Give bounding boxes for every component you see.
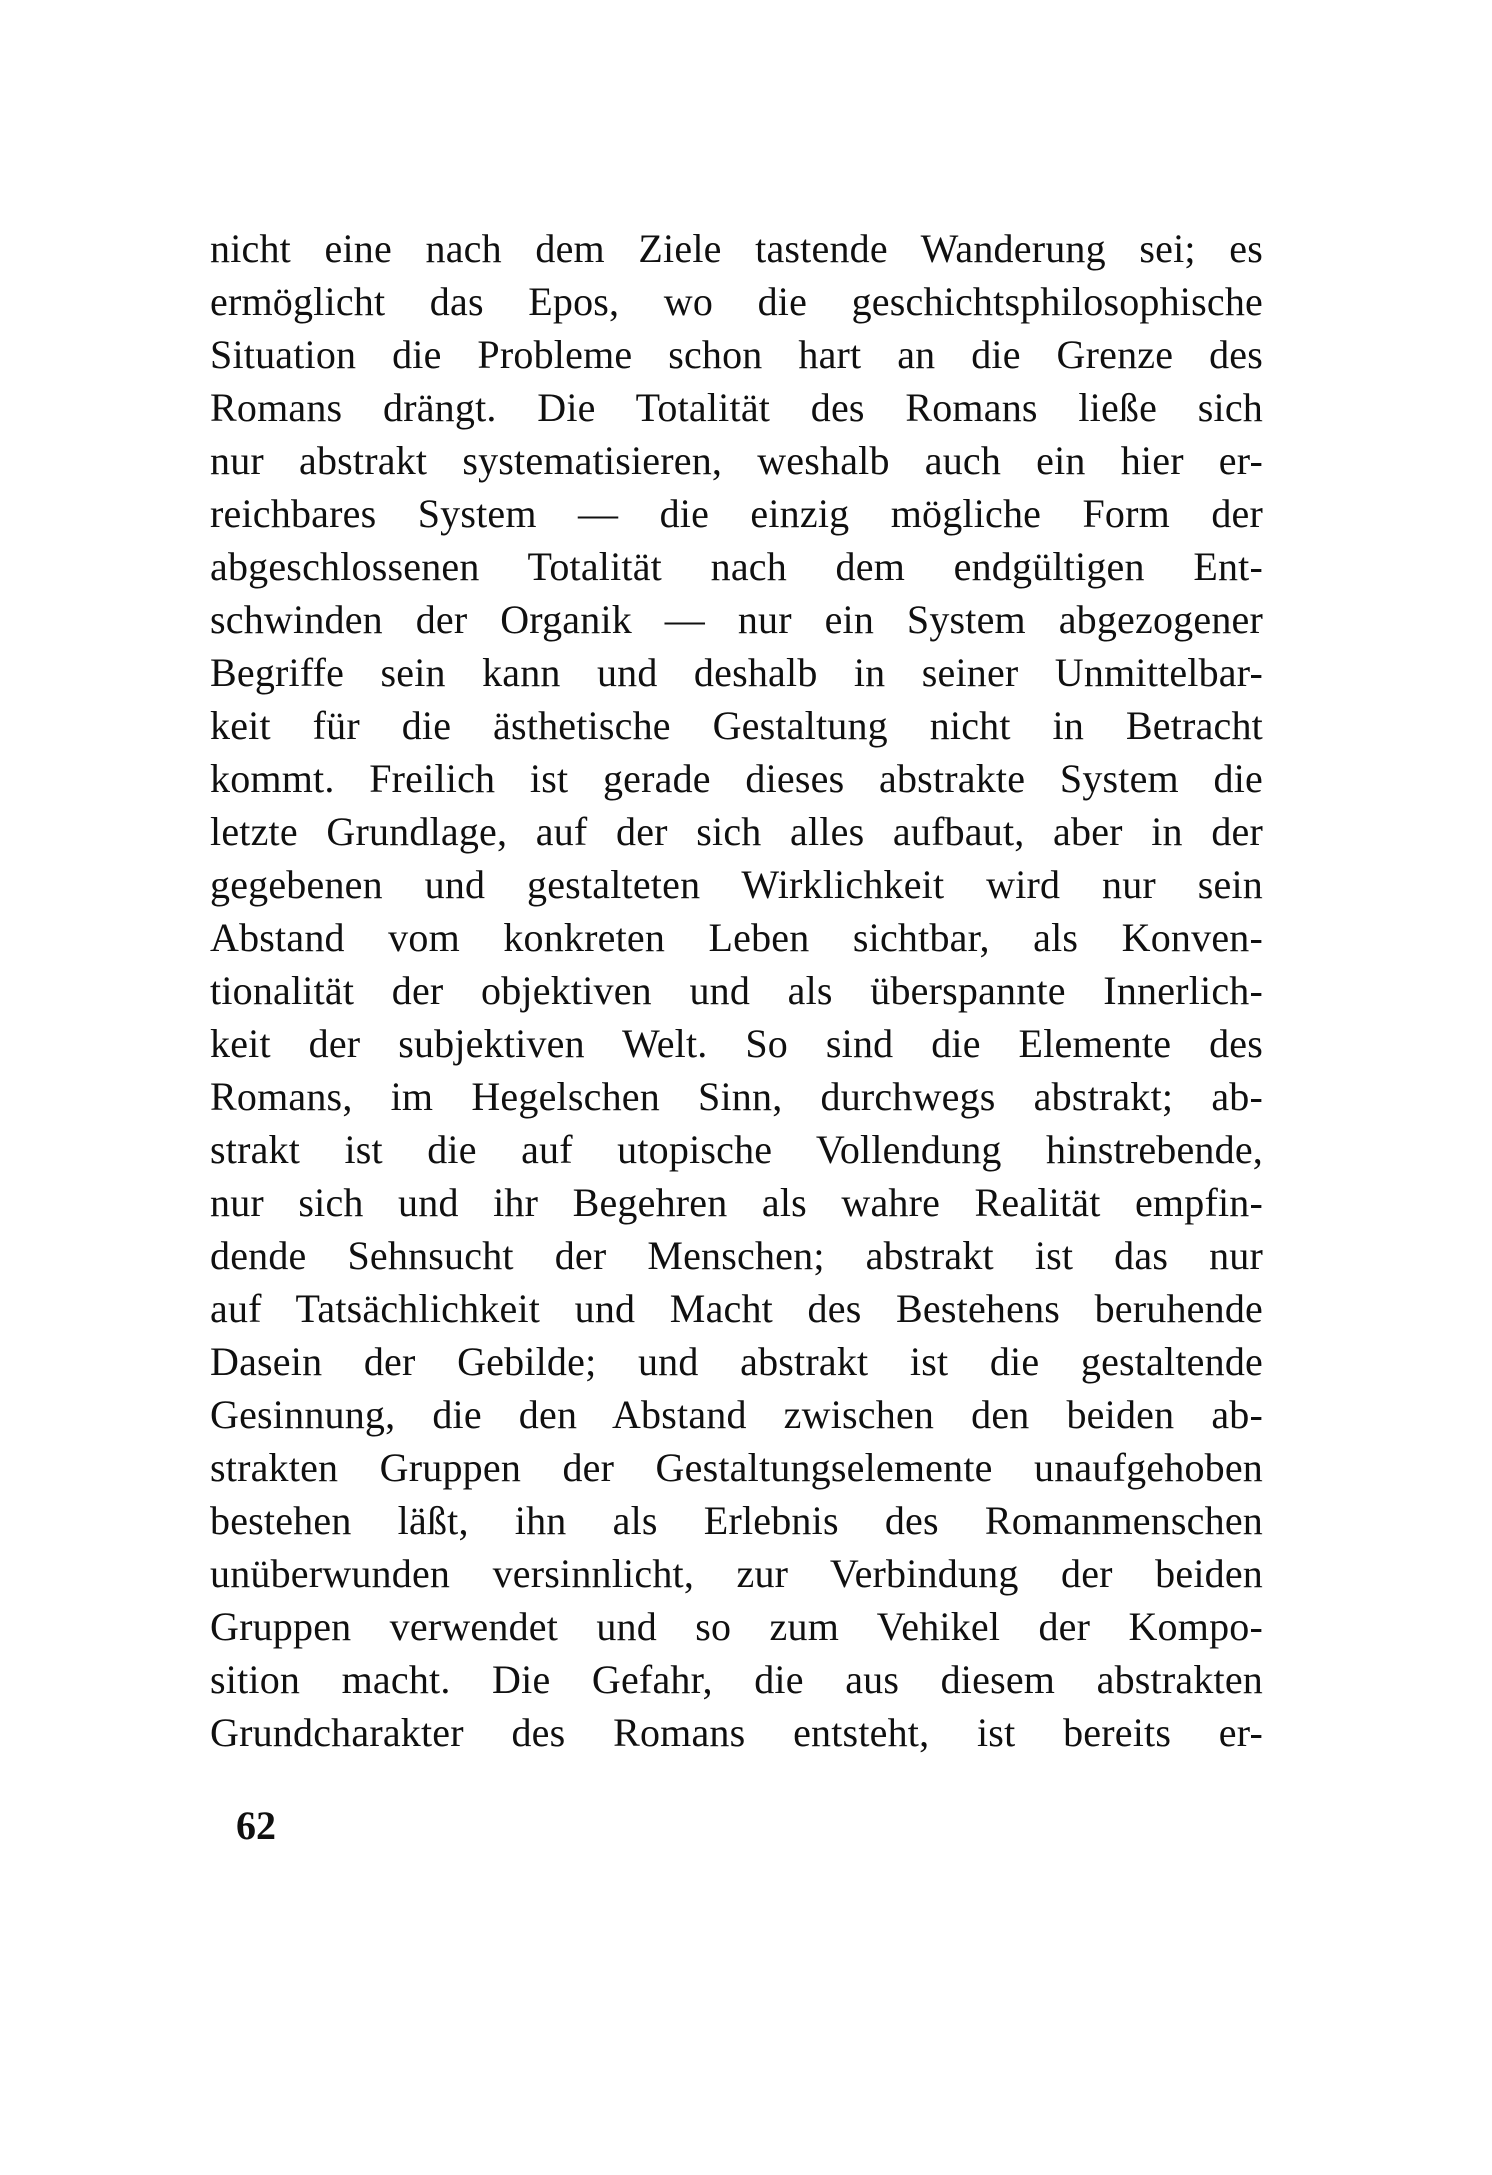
text-line: Begriffe sein kann und deshalb in seiner Unmittelbar- [210,650,1263,695]
text-line: ermöglicht das Epos, wo die geschichtsphilosophische [210,279,1263,324]
text-line: schwinden der Organik — nur ein System abgezogener [210,597,1263,642]
text-line: Gruppen verwendet und so zum Vehikel der Kompo- [210,1604,1263,1649]
page-number: 62 [236,1803,276,1848]
text-line: Gesinnung, die den Abstand zwischen den beiden ab- [210,1392,1263,1437]
text-line: nicht eine nach dem Ziele tastende Wanderung sei; es [210,226,1263,271]
text-line: abgeschlossenen Totalität nach dem endgültigen Ent- [210,544,1263,589]
text-line: auf Tatsächlichkeit und Macht des Bestehens beruhende [210,1286,1263,1331]
text-line: gegebenen und gestalteten Wirklichkeit wird nur sein [210,862,1263,907]
text-line: Romans drängt. Die Totalität des Romans ließe sich [210,385,1263,430]
text-line: tionalität der objektiven und als überspannte Innerlich- [210,968,1263,1013]
text-line: Romans, im Hegelschen Sinn, durchwegs abstrakt; ab- [210,1074,1263,1119]
text-line: letzte Grundlage, auf der sich alles aufbaut, aber in der [210,809,1263,854]
text-line: keit für die ästhetische Gestaltung nicht in Betracht [210,703,1263,748]
text-line: bestehen läßt, ihn als Erlebnis des Romanmenschen [210,1498,1263,1543]
text-line: keit der subjektiven Welt. So sind die Elemente des [210,1021,1263,1066]
text-line: nur abstrakt systematisieren, weshalb auch ein hier er- [210,438,1263,483]
text-line: nur sich und ihr Begehren als wahre Realität empfin- [210,1180,1263,1225]
body-text [210,222,1263,1759]
text-line: reichbares System — die einzig mögliche Form der [210,491,1263,536]
text-line: sition macht. Die Gefahr, die aus diesem abstrakten [210,1657,1263,1702]
text-line: Grundcharakter des Romans entsteht, ist bereits er- [210,1710,1263,1755]
text-line: dende Sehnsucht der Menschen; abstrakt ist das nur [210,1233,1263,1278]
text-line: Situation die Probleme schon hart an die Grenze des [210,332,1263,377]
text-line: kommt. Freilich ist gerade dieses abstrakte System die [210,756,1263,801]
text-line: unüberwunden versinnlicht, zur Verbindung der beiden [210,1551,1263,1596]
text-line: strakt ist die auf utopische Vollendung hinstrebende, [210,1127,1263,1172]
text-line: Abstand vom konkreten Leben sichtbar, als Konven- [210,915,1263,960]
text-line: strakten Gruppen der Gestaltungselemente unaufgehoben [210,1445,1263,1490]
text-line: Dasein der Gebilde; und abstrakt ist die gestaltende [210,1339,1263,1384]
